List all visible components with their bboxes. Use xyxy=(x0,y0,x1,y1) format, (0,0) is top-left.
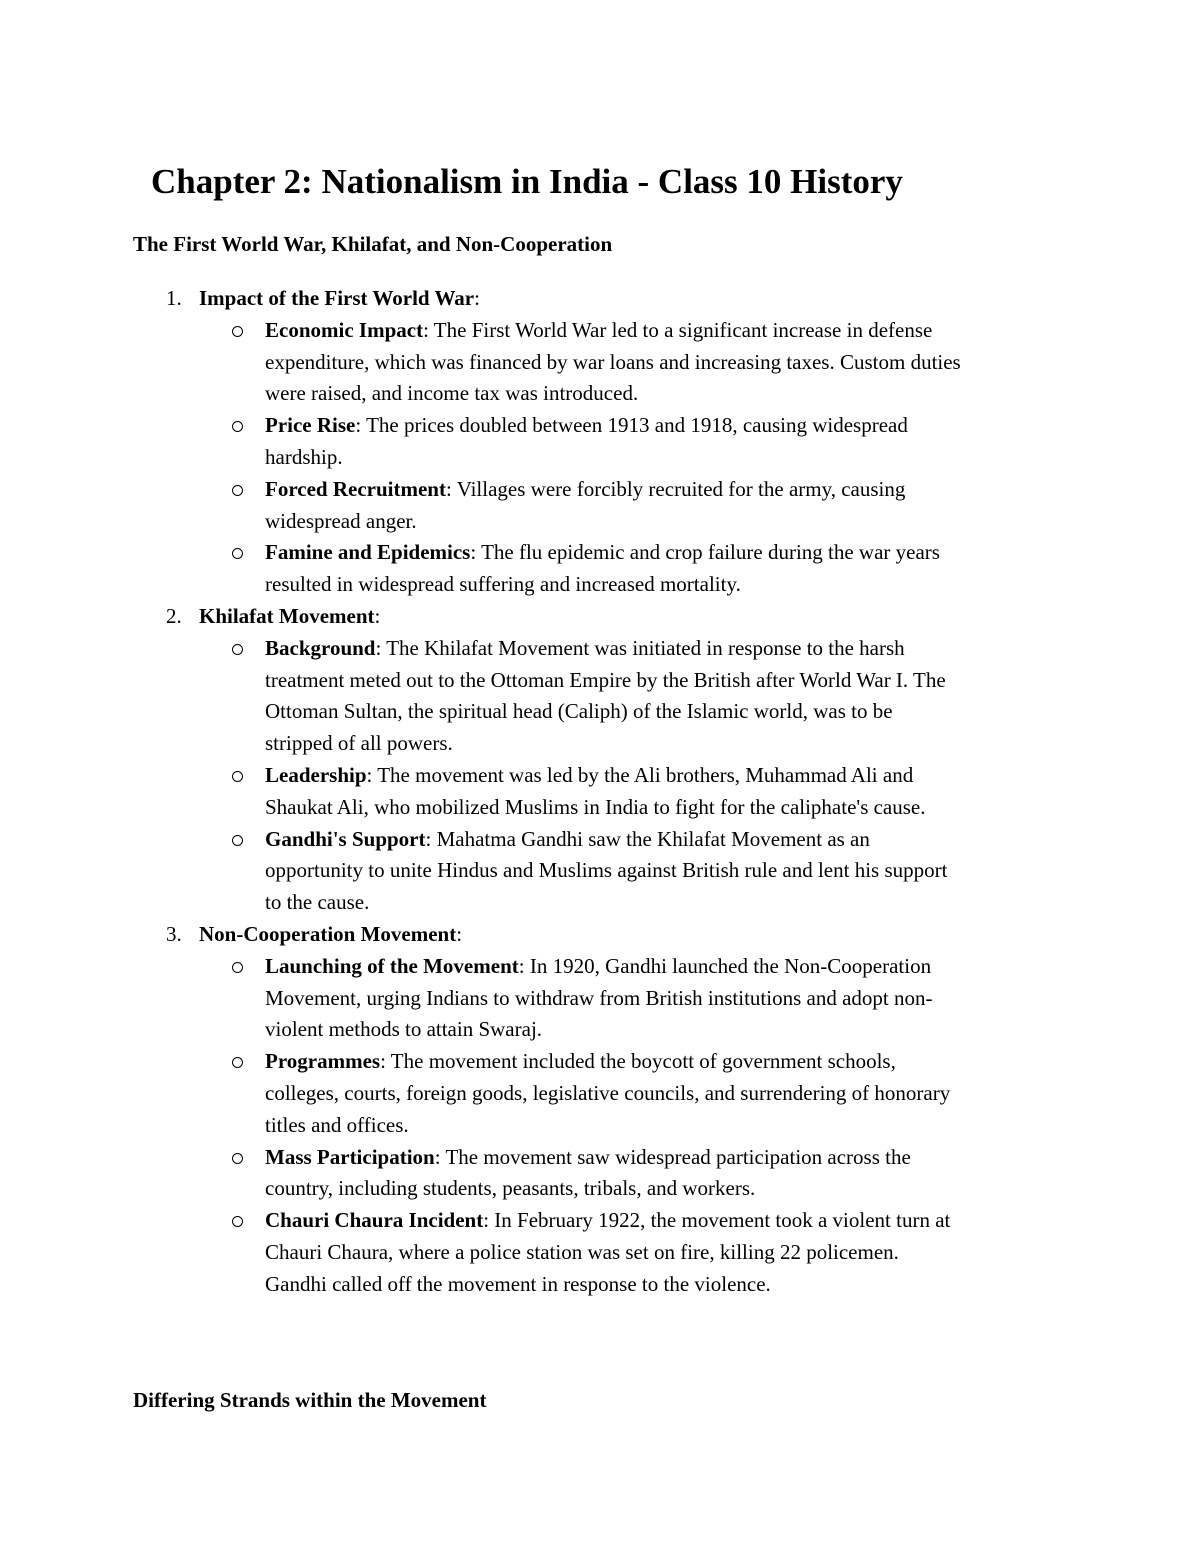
hollow-circle-bullet-icon xyxy=(232,485,243,496)
hollow-circle-bullet-icon xyxy=(232,1153,243,1164)
sub-item-programmes: Programmes: The movement included the boycott of government schools, colleges, courts, foreign goods, legislative councils, and surrendering of honorary titles and offices. xyxy=(199,1046,965,1141)
sub-item-leadership: Leadership: The movement was led by the Ali brothers, Muhammad Ali and Shaukat Ali, who mobilized Muslims in India to fight for the caliphate's cause. xyxy=(199,760,965,824)
sub-item-term: Price Rise xyxy=(265,413,356,438)
page-title: Chapter 2: Nationalism in India - Class 10 History xyxy=(151,162,903,201)
sub-item-background: Background: The Khilafat Movement was initiated in response to the harsh treatment meted out to the Ottoman Empire by the British after World War I. The Ottoman Sultan, the spiritual head (Caliph) of the Islamic world, was to be stripped of all powers. xyxy=(199,633,965,760)
list-item-non-cooperation: 3. Non-Cooperation Movement: Launching of the Movement: In 1920, Gandhi launched the Non-Cooperation Movement, urging Indians to withdraw from British institutions and adopt non-violent methods to attain Swaraj. Programmes: The movement included the boycott of government schools, colleges, courts, foreign goods, legislative councils, and surrendering of honorary titles and offices. Mass Participation: The movement saw widespread participation across the country, including students, peasants, tribals, and workers. Chauri Chaura Incident: In February 1922, the movement took a violent turn at Chauri Chaura, where a police station was set on fire, killing 22 policemen. Gandhi called off the movement in response to the violence. xyxy=(133,919,983,1301)
sub-item-term: Mass Participation xyxy=(265,1144,435,1169)
sub-item-term: Forced Recruitment xyxy=(265,476,446,501)
sub-list xyxy=(199,951,983,1301)
hollow-circle-bullet-icon xyxy=(232,548,243,559)
list-item-heading: Non-Cooperation Movement xyxy=(199,921,457,946)
sub-item-term: Chauri Chaura Incident xyxy=(265,1208,484,1233)
sub-item-term: Economic Impact xyxy=(265,317,424,342)
sub-item-mass-participation: Mass Participation: The movement saw widespread participation across the country, including students, peasants, tribals, and workers. xyxy=(199,1142,965,1206)
sub-item-term: Gandhi's Support xyxy=(265,826,426,851)
sub-item-text: The movement included the boycott of government schools, colleges, courts, foreign goods, legislative councils, and surrendering of honorary titles and offices. xyxy=(265,1049,951,1137)
sub-item-famine-epidemics: Famine and Epidemics: The flu epidemic and crop failure during the war years resulted in widespread suffering and increased mortality. xyxy=(199,537,965,601)
list-number: 3. xyxy=(166,921,182,946)
hollow-circle-bullet-icon xyxy=(232,771,243,782)
sub-item-term: Programmes xyxy=(265,1049,381,1074)
sub-item-price-rise: Price Rise: The prices doubled between 1913 and 1918, causing widespread hardship. xyxy=(199,410,965,474)
sub-item-text: The movement was led by the Ali brothers, Muhammad Ali and Shaukat Ali, who mobilized Muslims in India to fight for the caliphate's cause. xyxy=(265,762,926,819)
hollow-circle-bullet-icon xyxy=(232,962,243,973)
hollow-circle-bullet-icon xyxy=(232,1216,243,1227)
sub-item-gandhis-support: Gandhi's Support: Mahatma Gandhi saw the Khilafat Movement as an opportunity to unite Hindus and Muslims against British rule and lent his support to the cause. xyxy=(199,824,965,919)
sub-item-economic-impact: Economic Impact: The First World War led to a significant increase in defense expenditure, which was financed by war loans and increasing taxes. Custom duties were raised, and income tax was introduced. xyxy=(199,315,965,410)
list-item-heading: Khilafat Movement xyxy=(199,603,375,628)
section-heading-first-world-war: The First World War, Khilafat, and Non-Cooperation xyxy=(133,232,613,256)
list-number: 1. xyxy=(166,286,182,310)
sub-item-text: The flu epidemic and crop failure during the war years resulted in widespread suffering and increased mortality. xyxy=(265,540,940,597)
sub-item-text: The movement saw widespread participation across the country, including students, peasants, tribals, and workers. xyxy=(265,1144,911,1201)
sub-item-text: Mahatma Gandhi saw the Khilafat Movement as an opportunity to unite Hindus and Muslims against British rule and lent his support to the cause. xyxy=(265,826,948,915)
section-content xyxy=(133,283,983,1301)
sub-item-text: The Khilafat Movement was initiated in response to the harsh treatment meted out to the Ottoman Empire by the British after World War I. The Ottoman Sultan, the spiritual head (Caliph) of the Islamic world, was to be stripped of all powers. xyxy=(265,635,946,756)
hollow-circle-bullet-icon xyxy=(232,644,243,655)
sub-item-term: Famine and Epidemics xyxy=(265,540,471,565)
sub-list xyxy=(199,315,983,601)
hollow-circle-bullet-icon xyxy=(232,835,243,846)
sub-item-term: Background xyxy=(265,635,376,660)
sub-item-launching: Launching of the Movement: In 1920, Gandhi launched the Non-Cooperation Movement, urging Indians to withdraw from British institutions and adopt non-violent methods to attain Swaraj. xyxy=(199,951,965,1046)
sub-item-chauri-chaura: Chauri Chaura Incident: In February 1922, the movement took a violent turn at Chauri Chaura, where a police station was set on fire, killing 22 policemen. Gandhi called off the movement in response to the violence. xyxy=(199,1205,965,1300)
sub-item-text: The First World War led to a significant increase in defense expenditure, which was financed by war loans and increasing taxes. Custom duties were raised, and income tax was introduced. xyxy=(265,317,961,406)
sub-item-text: In February 1922, the movement took a violent turn at Chauri Chaura, where a police station was set on fire, killing 22 policemen. Gandhi called off the movement in response to the violence. xyxy=(265,1208,951,1296)
hollow-circle-bullet-icon xyxy=(232,326,243,337)
list-item-heading: Impact of the First World War xyxy=(199,286,475,310)
list-item-khilafat-movement: 2. Khilafat Movement: Background: The Khilafat Movement was initiated in response to the harsh treatment meted out to the Ottoman Empire by the British after World War I. The Ottoman Sultan, the spiritual head (Caliph) of the Islamic world, was to be stripped of all powers. Leadership: The movement was led by the Ali brothers, Muhammad Ali and Shaukat Ali, who mobilized Muslims in India to fight for the caliphate's cause. Gandhi's Support: Mahatma Gandhi saw the Khilafat Movement as an opportunity to unite Hindus and Muslims against British rule and lent his support to the cause. xyxy=(133,601,983,919)
hollow-circle-bullet-icon xyxy=(232,421,243,432)
sub-item-text: Villages were forcibly recruited for the army, causing widespread anger. xyxy=(265,476,906,533)
sub-item-text: The prices doubled between 1913 and 1918, causing widespread hardship. xyxy=(265,413,908,469)
main-list xyxy=(133,283,983,1301)
list-number: 2. xyxy=(166,603,182,628)
section-heading-differing-strands: Differing Strands within the Movement xyxy=(133,1388,487,1412)
sub-item-text: In 1920, Gandhi launched the Non-Cooperation Movement, urging Indians to withdraw from British institutions and adopt non-violent methods to attain Swaraj. xyxy=(265,953,933,1042)
sub-item-term: Launching of the Movement xyxy=(265,953,519,978)
sub-item-term: Leadership xyxy=(265,762,367,787)
hollow-circle-bullet-icon xyxy=(232,1057,243,1068)
sub-list xyxy=(199,633,983,919)
sub-item-forced-recruitment: Forced Recruitment: Villages were forcibly recruited for the army, causing widespread anger. xyxy=(199,474,965,538)
list-item-impact-of-war: 1. Impact of the First World War: Economic Impact: The First World War led to a significant increase in defense expenditure, which was financed by war loans and increasing taxes. Custom duties were raised, and income tax was introduced. Price Rise: The prices doubled between 1913 and 1918, causing widespread hardship. Forced Recruitment: Villages were forcibly recruited for the army, causing widespread anger. Famine and Epidemics: The flu epidemic and crop failure during the war years resulted in widespread suffering and increased mortality. xyxy=(133,283,983,601)
